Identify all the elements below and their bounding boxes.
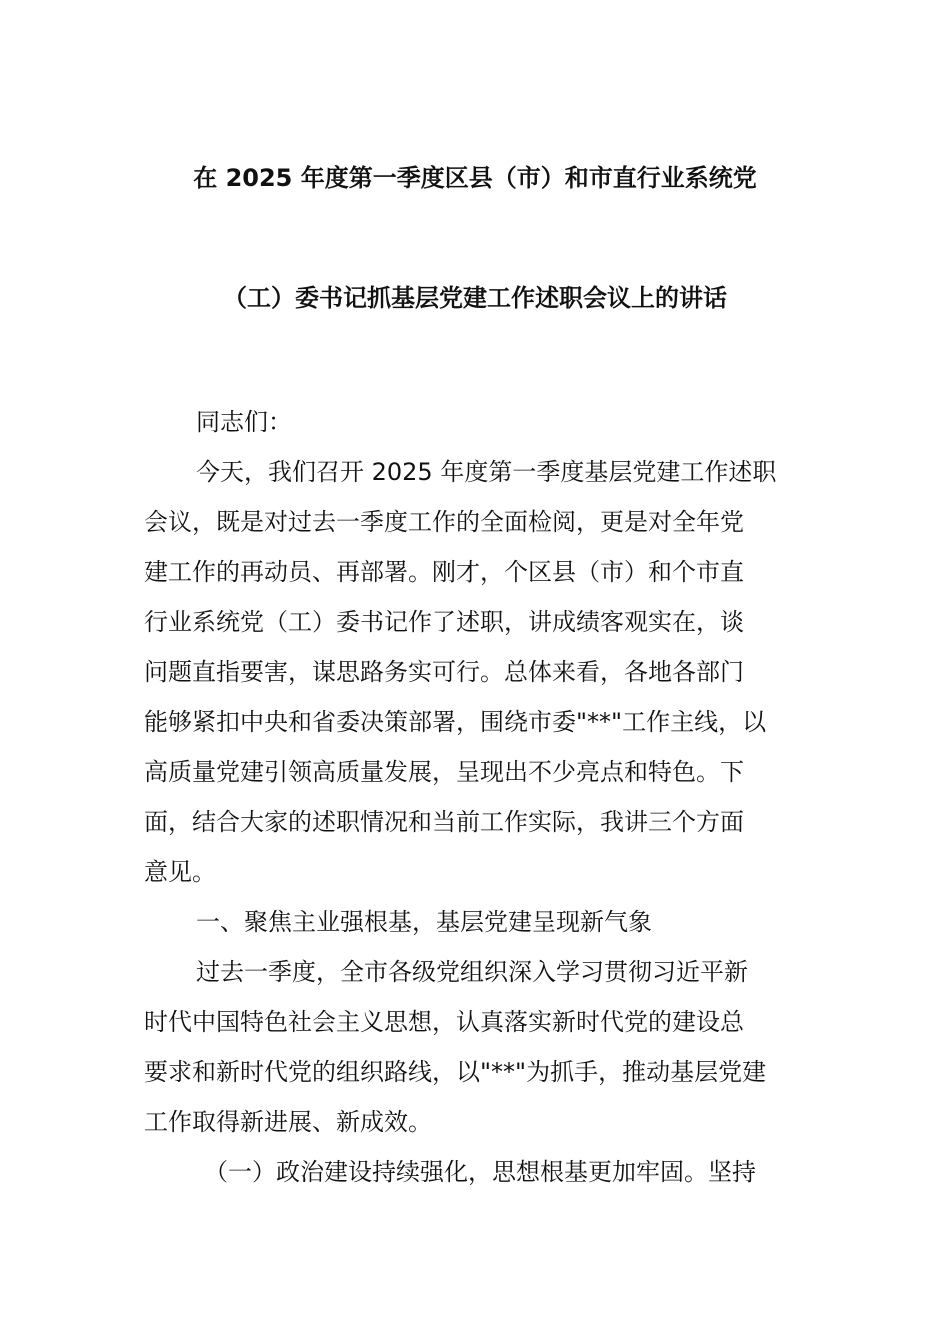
document-body <box>144 397 808 1197</box>
paragraph-line: 行业系统党（工）委书记作了述职，讲成绩客观实在，谈 <box>144 608 744 636</box>
paragraph-line: 意见。 <box>144 858 216 886</box>
paragraph-line: 建工作的再动员、再部署。刚才，个区县（市）和个市直 <box>144 558 744 586</box>
paragraph-line: 高质量党建引领高质量发展，呈现出不少亮点和特色。下 <box>144 758 744 786</box>
section-heading: 一、聚焦主业强根基，基层党建呈现新气象 <box>196 908 652 936</box>
paragraph-line: 能够紧扣中央和省委决策部署，围绕市委"**"工作主线，以 <box>144 708 767 736</box>
paragraph-line: 过去一季度，全市各级党组织深入学习贯彻习近平新 <box>196 958 748 986</box>
paragraph-line: 工作取得新进展、新成效。 <box>144 1108 432 1136</box>
paragraph-line: 会议，既是对过去一季度工作的全面检阅，更是对全年党 <box>144 508 744 536</box>
paragraph-line: 问题直指要害，谋思路务实可行。总体来看，各地各部门 <box>144 658 744 686</box>
salutation: 同志们： <box>196 408 292 436</box>
document-title-line-2: （工）委书记抓基层党建工作述职会议上的讲话 <box>223 284 727 312</box>
subsection-heading: （一）政治建设持续强化，思想根基更加牢固。坚持 <box>204 1158 756 1186</box>
paragraph-line: 今天，我们召开 2025 年度第一季度基层党建工作述职 <box>196 458 777 486</box>
document-title-line-1: 在 2025 年度第一季度区县（市）和市直行业系统党 <box>193 164 757 192</box>
paragraph-line: 要求和新时代党的组织路线，以"**"为抓手，推动基层党建 <box>144 1058 767 1086</box>
paragraph-line: 时代中国特色社会主义思想，认真落实新时代党的建设总 <box>144 1008 744 1036</box>
paragraph-line: 面，结合大家的述职情况和当前工作实际，我讲三个方面 <box>144 808 744 836</box>
